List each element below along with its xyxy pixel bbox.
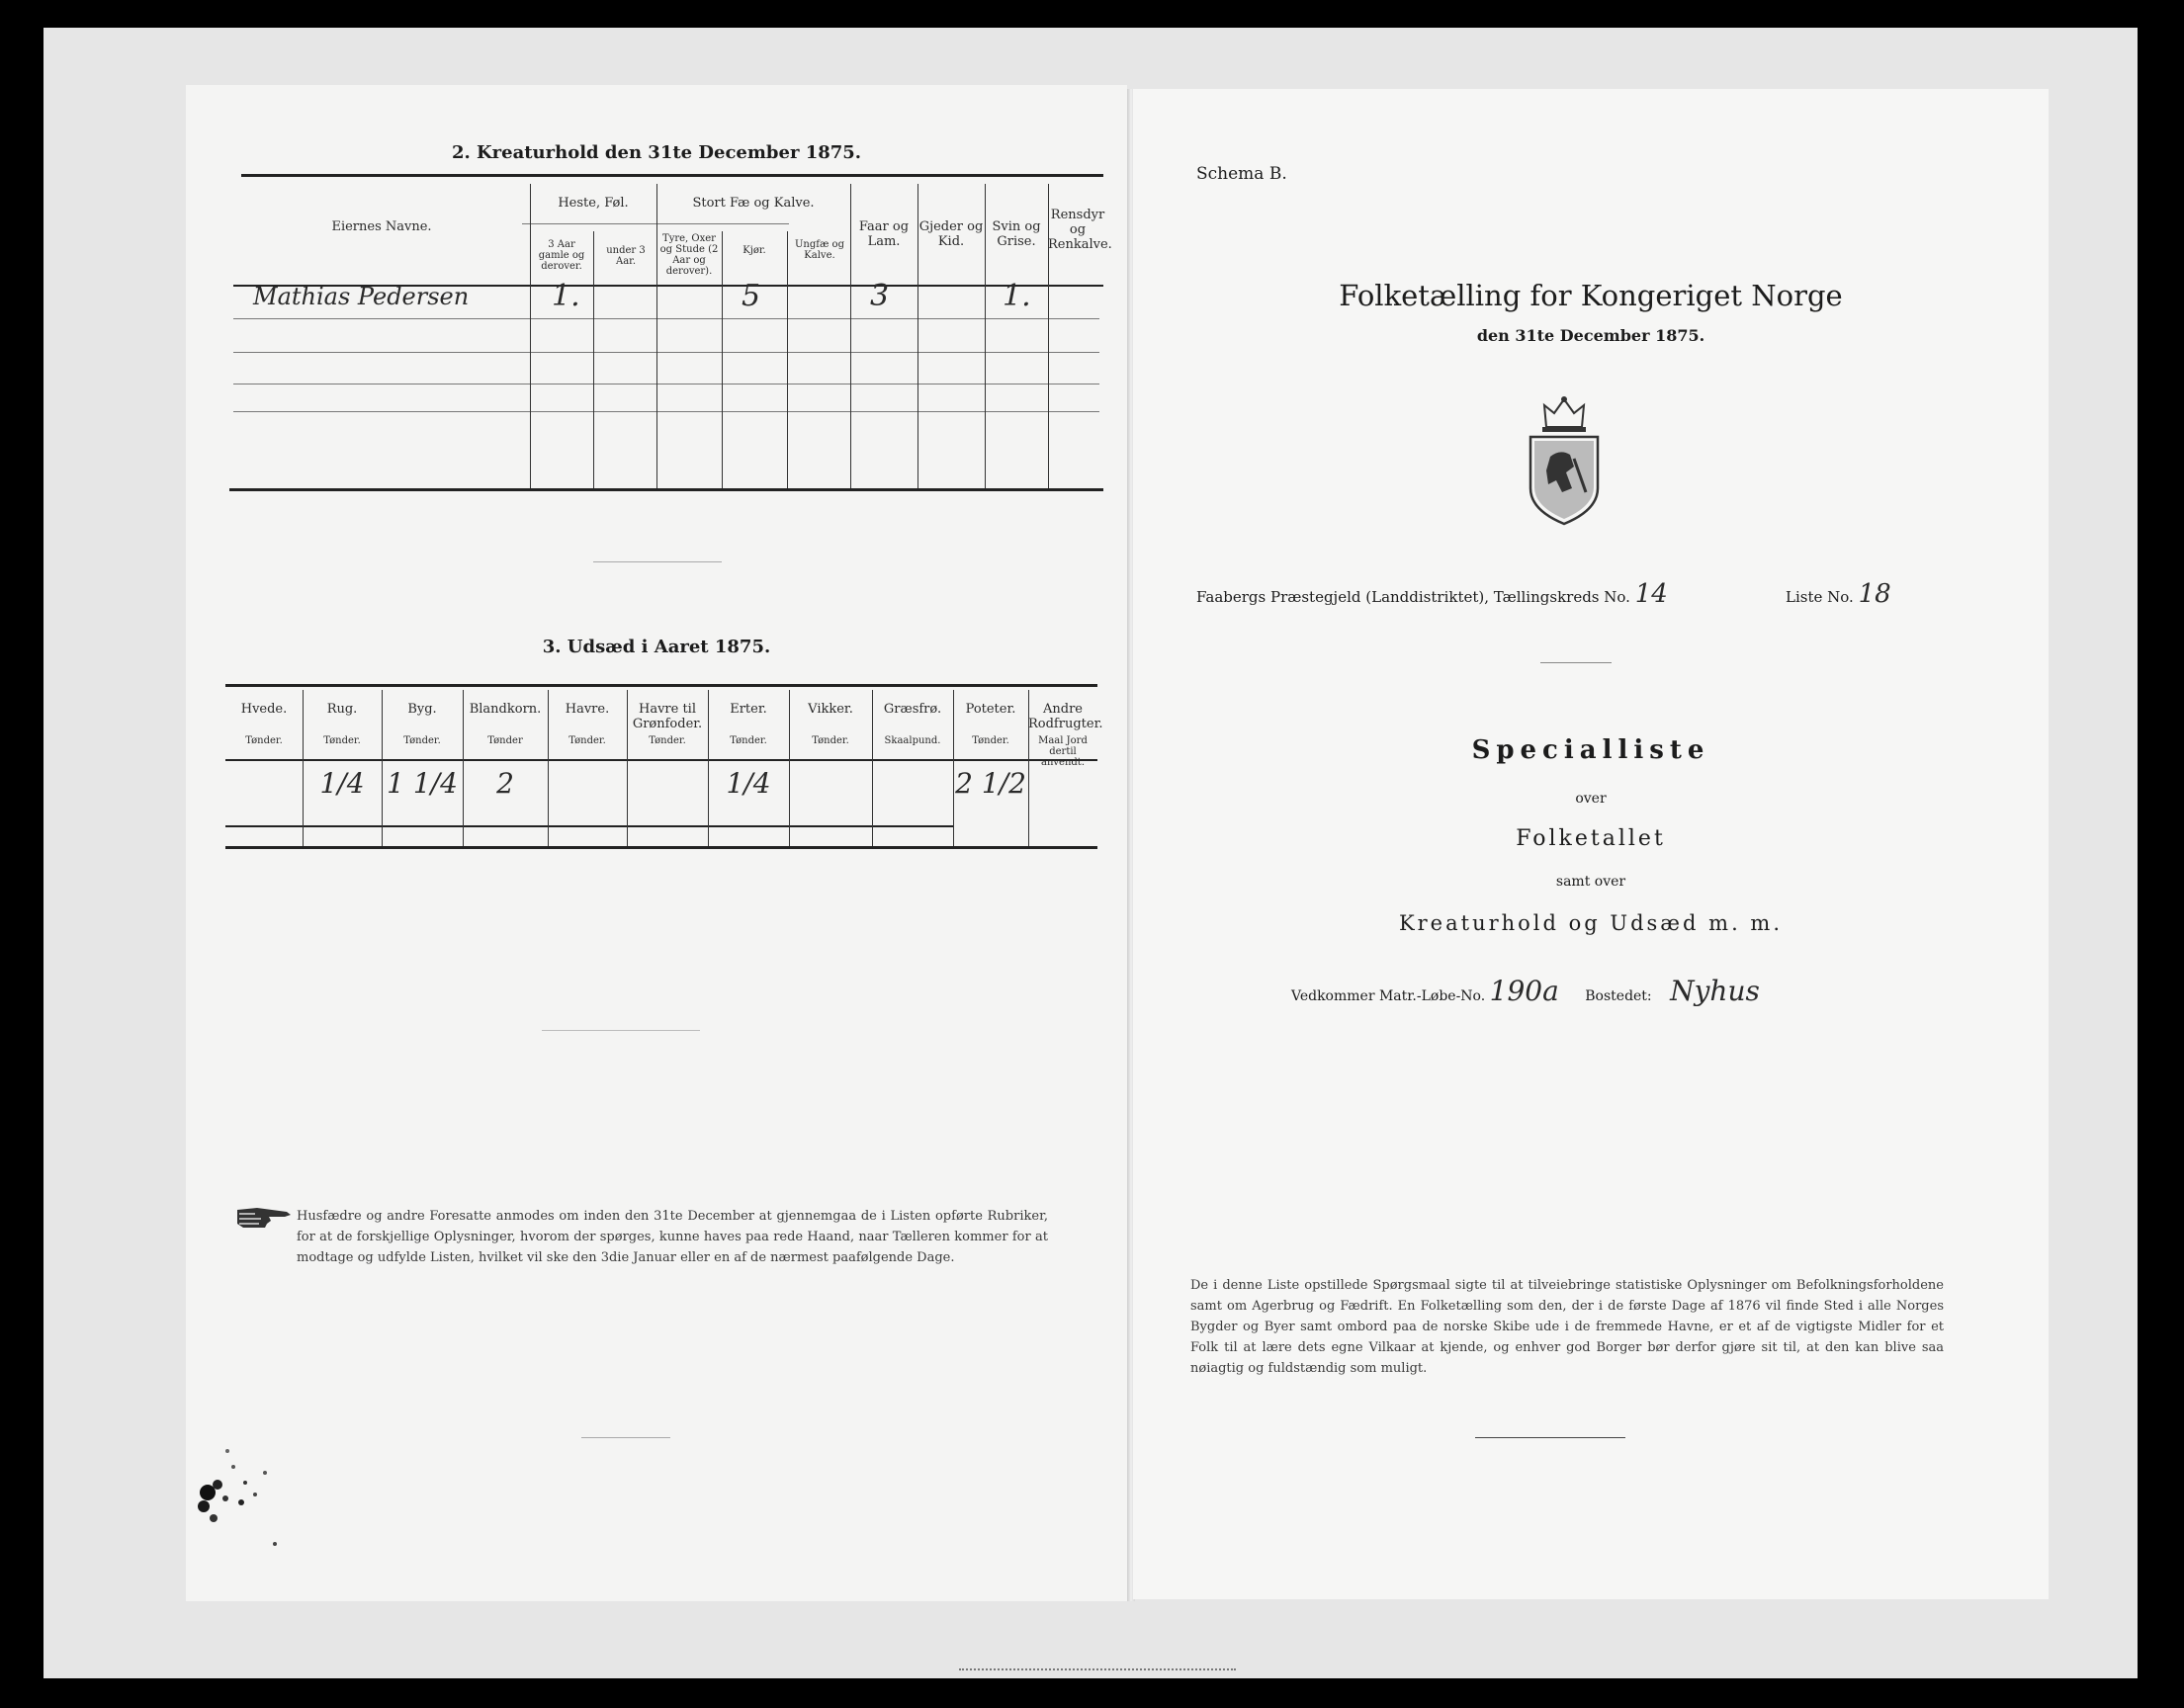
- seed-col-header: Andre Rodfrugter.: [1028, 702, 1103, 731]
- seed-col-header: Rug.: [326, 702, 358, 717]
- parish-line: [1196, 579, 1668, 609]
- divider: [581, 1437, 670, 1438]
- page-edge-mark: [959, 1668, 1236, 1671]
- seed-table-bottom-rule: [225, 846, 1097, 849]
- info-text: De i denne Liste opstillede Spørgsmaal sigte til at tilveiebringe statistiske Oplysninger om Befolkningsforholdene samt om Agerbrug og Fædrift. En Folketælling som den, der i de første Dage af 1876 vil finde Sted i alle Norges Bygder og Byer samt ombord paa de norske Skibe ude i de fremmede Havne, er et af de vigtigste Midler for et Folk til at lære dets egne Vilkaar at kjende, og enhver god Borger bør derfor gjøre sit til, at den kan blive saa nøiagtig og fuldstændig som muligt.: [1190, 1278, 1944, 1376]
- schema-label: Schema B.: [1196, 164, 1287, 184]
- list-line: [1786, 579, 1891, 609]
- census-date: den 31te December 1875.: [1476, 326, 1705, 345]
- horses-header: Heste, Føl.: [558, 196, 629, 211]
- ink-stains: [186, 1344, 305, 1562]
- seed-col-unit: Tønder.: [649, 735, 686, 746]
- bosted-value: Nyhus: [1670, 975, 1760, 1007]
- right-page: Schema B. Folketælling for Kongeriget Norge den 31te December 1875. Faabergs Præstegjeld (Landdistriktet), Tællingskreds No. 14 Liste No. 18 Specialliste over Folketallet samt over Kreaturhold og Udsæd m. m. Vedkommer Matr.-Løbe-No. 190a Bostedet: Nyhus De i denne Liste opstillede Spørgsmaal sigte til at tilveiebringe statistiske Oplysninger om Befolkningsforholdene samt om Agerbrug og Fædrift. En Folketælling som den, der i de første Dage af 1876 vil finde Sted i alle Norges Bygder og Byer samt ombord paa de norske Skibe ude i de fremmede Havne, er et af de vigtigste Midler for et Folk til at lære dets egne Vilkaar at kjende, og enhver god Borger bør derfor gjøre sit til, at den kan blive saa nøiagtig og fuldstændig som muligt.: [1133, 89, 2049, 1599]
- specialliste-heading: Specialliste: [1471, 735, 1710, 765]
- seed-col-header: Hvede.: [240, 702, 288, 717]
- seed-col-header: Erter.: [730, 702, 767, 717]
- census-title: Folketælling for Kongeriget Norge: [1339, 279, 1843, 312]
- folketallet-heading: Folketallet: [1516, 826, 1666, 851]
- seed-col-unit: Tønder.: [403, 735, 441, 746]
- seed-value: 1 1/4: [387, 767, 458, 800]
- left-page: 2. Kreaturhold den 31te December 1875. Eiernes Navne. Heste, Føl. 3 Aar gamle og derover. under 3 Aar. Stort Fæ og Kalve. Tyre, Oxer og Stude (2 Aar og derover). Kjør. Ungfæ og Kalve. Faar og Lam. Gjeder og Kid. Svin og Grise. Rensdyr og Renkalve. Mathias Pedersen 1. 5 3 1. 3. Udsæd i Aaret 1875. Hvede. Tønder. Rug. Tønder. 1/4 Byg. Tønder. 1 1/4 Blandkorn. Tønder 2 Havre. Tønder. Havre til Grønfoder. Tønder. Erter. Tønder. 1/4 Vikker. Tønder. Græsfrø. Skaalpund. Poteter. Tønder. 2 1/2 Andre Rodfrugter. Maal Jord dertil anvendt. Husfædre og andre Foresatte anmodes om inden den 31te December at gjennemgaa de i Listen opførte Rubriker, for at de forskjellige Oplysninger, hvorom der spørges, kunne haves paa rede Haand, naar Tælleren kommer for at modtage og udfylde Listen, hvilket vil ske den 3die Januar eller en af de nærmest paafølgende Dage.: [186, 85, 1127, 1601]
- seed-col-unit: Tønder: [487, 735, 523, 746]
- seed-col-header: Blandkorn.: [469, 702, 542, 717]
- owner-name: Mathias Pedersen: [253, 283, 470, 310]
- pointing-hand-icon: [235, 1204, 293, 1236]
- seed-col-unit: Tønder.: [812, 735, 849, 746]
- sheep-count: 3: [870, 279, 890, 313]
- seed-col-header: Poteter.: [965, 702, 1016, 717]
- matr-number: 190a: [1489, 975, 1559, 1007]
- cows-count: 5: [742, 279, 761, 313]
- seed-col-unit: Tønder.: [568, 735, 606, 746]
- seed-col-header: Havre til Grønfoder.: [632, 702, 703, 731]
- pigs-count: 1.: [1003, 279, 1031, 313]
- matr-line: Vedkommer Matr.-Løbe-No. 190a Bostedet: Nyhus: [1291, 975, 1760, 1007]
- kreaturhold-heading: Kreaturhold og Udsæd m. m.: [1398, 911, 1784, 935]
- seed-col-header: Byg.: [407, 702, 437, 717]
- seed-col-unit: Tønder.: [323, 735, 361, 746]
- divider: [1540, 662, 1612, 663]
- table-bottom-rule: [229, 488, 1103, 491]
- seed-col-unit: Skaalpund.: [884, 735, 941, 746]
- cattle-header: Stort Fæ og Kalve.: [692, 196, 815, 211]
- seed-col-header: Vikker.: [808, 702, 853, 717]
- section2-title: 2. Kreaturhold den 31te December 1875.: [451, 142, 862, 163]
- seed-col-unit: Tønder.: [972, 735, 1009, 746]
- seed-col-unit: Tønder.: [245, 735, 283, 746]
- divider: [542, 1030, 700, 1031]
- divider: [1475, 1437, 1625, 1438]
- divider: [593, 561, 722, 562]
- norwegian-coat-of-arms-icon: [1517, 393, 1612, 530]
- list-number: 18: [1858, 579, 1891, 609]
- seed-col-header: Havre.: [565, 702, 610, 717]
- section3-title: 3. Udsæd i Aaret 1875.: [542, 637, 771, 657]
- parish-label: Faabergs Præstegjeld (Landdistriktet), Tællingskreds No.: [1196, 588, 1630, 606]
- seed-table-top-rule: [225, 684, 1097, 687]
- district-number: 14: [1634, 579, 1668, 609]
- list-label: Liste No.: [1786, 588, 1854, 606]
- seed-col-unit: Tønder.: [730, 735, 767, 746]
- seed-value: 1/4: [726, 767, 771, 800]
- seed-value: 2: [496, 767, 514, 800]
- footnote: Husfædre og andre Foresatte anmodes om inden den 31te December at gjennemgaa de i Listen opførte Rubriker, for at de forskjellige Oplysninger, hvorom der spørges, kunne haves paa rede Haand, naar Tælleren kommer for at modtage og udfylde Listen, hvilket vil ske den 3die Januar eller en af de nærmest paafølgende Dage.: [297, 1209, 1048, 1265]
- table-top-rule: [241, 174, 1103, 177]
- seed-col-unit: Maal Jord dertil anvendt.: [1038, 735, 1088, 768]
- owner-header: Eiernes Navne.: [331, 219, 432, 234]
- horses-count: 1.: [552, 279, 580, 313]
- seed-value: 2 1/2: [955, 767, 1026, 800]
- seed-value: 1/4: [319, 767, 365, 800]
- seed-col-header: Græsfrø.: [883, 702, 942, 717]
